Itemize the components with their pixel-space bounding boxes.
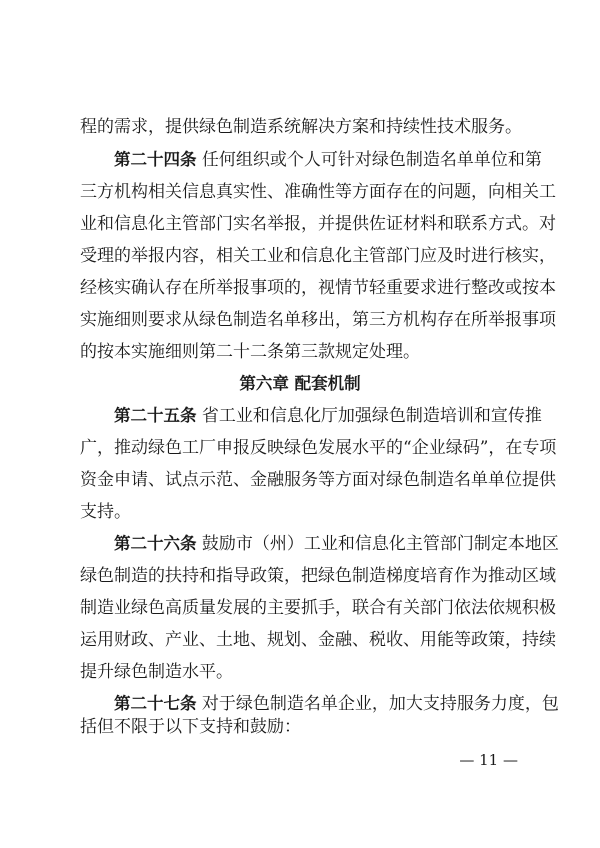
body-text: 省工业和信息化厅加强绿色制造培训和宣传推 <box>201 406 542 426</box>
article-26-heading: 第二十六条 <box>114 534 197 553</box>
chapter-heading: 第六章 配套机制 <box>239 374 361 393</box>
article-27-first-line <box>114 694 559 714</box>
article-25-first-line <box>114 406 542 426</box>
paragraph-line <box>80 310 556 330</box>
page-number: — 11 — <box>459 751 518 769</box>
body-text: 提升绿色制造水平。 <box>80 662 233 682</box>
paragraph-line <box>80 598 556 618</box>
body-text: 对于绿色制造名单企业，加大支持服务力度，包 <box>201 694 559 714</box>
body-text: 任何组织或个人可针对绿色制造名单单位和第 <box>201 150 542 170</box>
body-text: 实施细则要求从绿色制造名单移出，第三方机构存在所举报事项 <box>80 310 556 330</box>
article-24-first-line <box>114 150 542 170</box>
paragraph-line <box>80 278 556 298</box>
paragraph-line <box>80 182 556 202</box>
body-text: 支持。 <box>80 502 131 522</box>
article-24-heading: 第二十四条 <box>114 150 197 169</box>
body-text: 广，推动绿色工厂申报反映绿色发展水平的“企业绿码”，在专项 <box>80 438 557 458</box>
paragraph-line <box>80 117 520 137</box>
body-text: 程的需求，提供绿色制造系统解决方案和持续性技术服务。 <box>80 117 522 137</box>
paragraph-line <box>80 630 556 650</box>
body-text: 经核实确认存在所举报事项的，视情节轻重要求进行整改或按本 <box>80 278 556 298</box>
article-26-first-line <box>114 534 559 554</box>
body-text: 三方机构相关信息真实性、准确性等方面存在的问题，向相关工 <box>80 182 556 202</box>
body-text: 运用财政、产业、土地、规划、金融、税收、用能等政策，持续 <box>80 630 556 650</box>
paragraph-line <box>80 566 556 586</box>
paragraph-line <box>80 214 556 234</box>
paragraph-line <box>80 717 520 737</box>
body-text: 受理的举报内容，相关工业和信息化主管部门应及时进行核实， <box>80 246 556 266</box>
article-25-heading: 第二十五条 <box>114 406 197 425</box>
paragraph-line <box>80 470 556 490</box>
body-text: 绿色制造的扶持和指导政策，把绿色制造梯度培育作为推动区域 <box>80 566 556 586</box>
paragraph-line <box>80 502 520 522</box>
paragraph-line <box>80 342 520 362</box>
paragraph-line <box>80 662 520 682</box>
paragraph-line <box>80 246 556 266</box>
body-text: 鼓励市（州）工业和信息化主管部门制定本地区 <box>201 534 559 554</box>
body-text: 制造业绿色高质量发展的主要抓手，联合有关部门依法依规积极 <box>80 598 556 618</box>
body-text: 资金申请、试点示范、金融服务等方面对绿色制造名单单位提供 <box>80 470 556 490</box>
body-text: 业和信息化主管部门实名举报，并提供佐证材料和联系方式。对 <box>80 214 556 234</box>
body-text: 的按本实施细则第二十二条第三款规定处理。 <box>80 342 420 362</box>
article-27-heading: 第二十七条 <box>114 694 197 713</box>
paragraph-line <box>80 438 557 458</box>
body-text: 括但不限于以下支持和鼓励： <box>80 717 301 737</box>
